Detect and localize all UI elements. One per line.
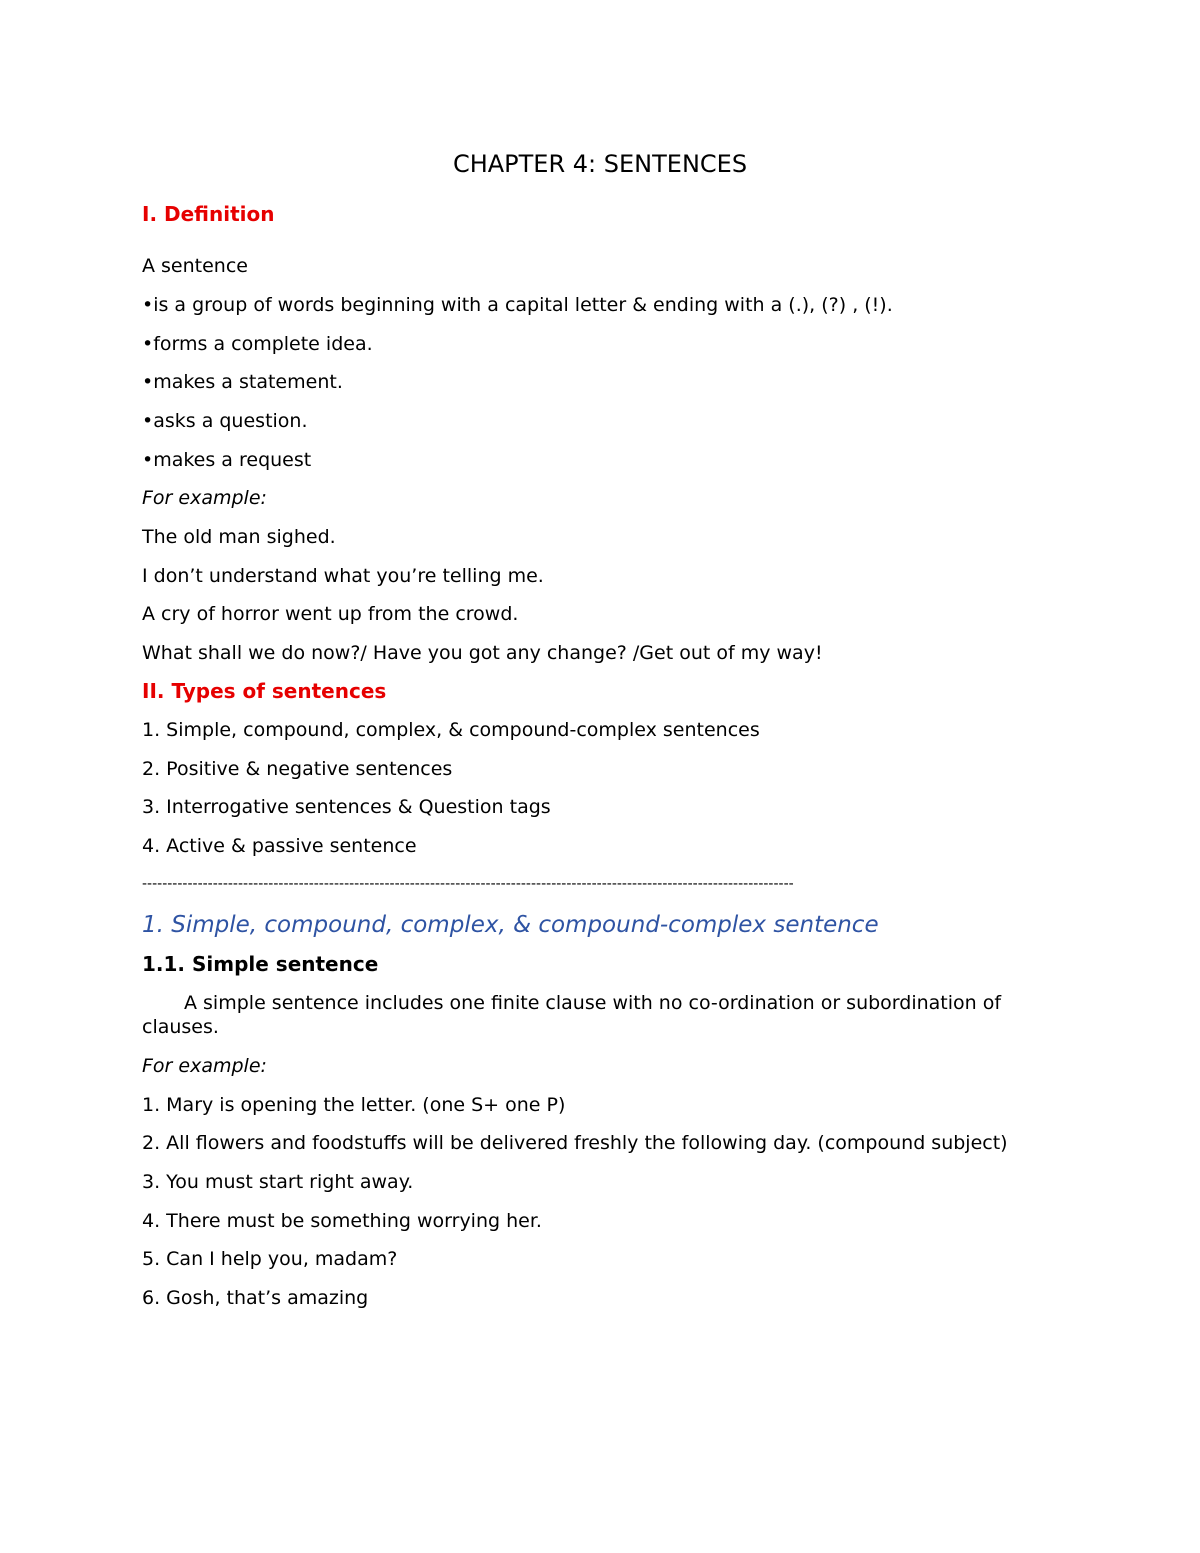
example-sentence: 5. Can I help you, madam?: [142, 1248, 398, 1270]
types-list-item: 4. Active & passive sentence: [142, 835, 417, 857]
subsection-heading: 1. Simple, compound, complex, & compound-complex sentence: [142, 912, 879, 938]
example-sentence: 4. There must be something worrying her.: [142, 1210, 542, 1232]
definition-bullet: •forms a complete idea.: [142, 333, 373, 355]
example-sentence: 3. You must start right away.: [142, 1171, 414, 1193]
sub-heading-simple-sentence: 1.1. Simple sentence: [142, 952, 379, 976]
page-title: CHAPTER 4: SENTENCES: [452, 150, 748, 178]
section-heading-definition: I. Definition: [142, 202, 275, 226]
types-list-item: 1. Simple, compound, complex, & compound-complex sentences: [142, 719, 760, 741]
types-list-item: 2. Positive & negative sentences: [142, 758, 453, 780]
example-sentence: 6. Gosh, that’s amazing: [142, 1287, 369, 1309]
example-label: For example:: [142, 1055, 267, 1077]
types-list-item: 3. Interrogative sentences & Question tags: [142, 796, 551, 818]
definition-bullet: •makes a statement.: [142, 371, 343, 393]
simple-sentence-definition: A simple sentence includes one finite clause with no co-ordination or subordination of clauses.: [142, 992, 1002, 1038]
example-sentence: 2. All flowers and foodstuffs will be delivered freshly the following day. (compound subject): [142, 1132, 1008, 1154]
section-heading-types: II. Types of sentences: [142, 679, 387, 703]
definition-intro: A sentence: [142, 255, 248, 277]
definition-bullet: •is a group of words beginning with a capital letter & ending with a (.), (?) , (!).: [142, 294, 893, 316]
definition-bullet: •asks a question.: [142, 410, 308, 432]
example-label: For example:: [142, 487, 267, 509]
dashed-divider: ---------------------------------------------------------------------------------------------------------------------------------: [142, 876, 794, 892]
example-sentence: I don’t understand what you’re telling me.: [142, 565, 544, 587]
example-sentence: What shall we do now?/ Have you got any change? /Get out of my way!: [142, 642, 823, 664]
example-sentence: 1. Mary is opening the letter. (one S+ one P): [142, 1094, 566, 1116]
example-sentence: The old man sighed.: [142, 526, 336, 548]
definition-bullet: •makes a request: [142, 449, 312, 471]
example-sentence: A cry of horror went up from the crowd.: [142, 603, 519, 625]
